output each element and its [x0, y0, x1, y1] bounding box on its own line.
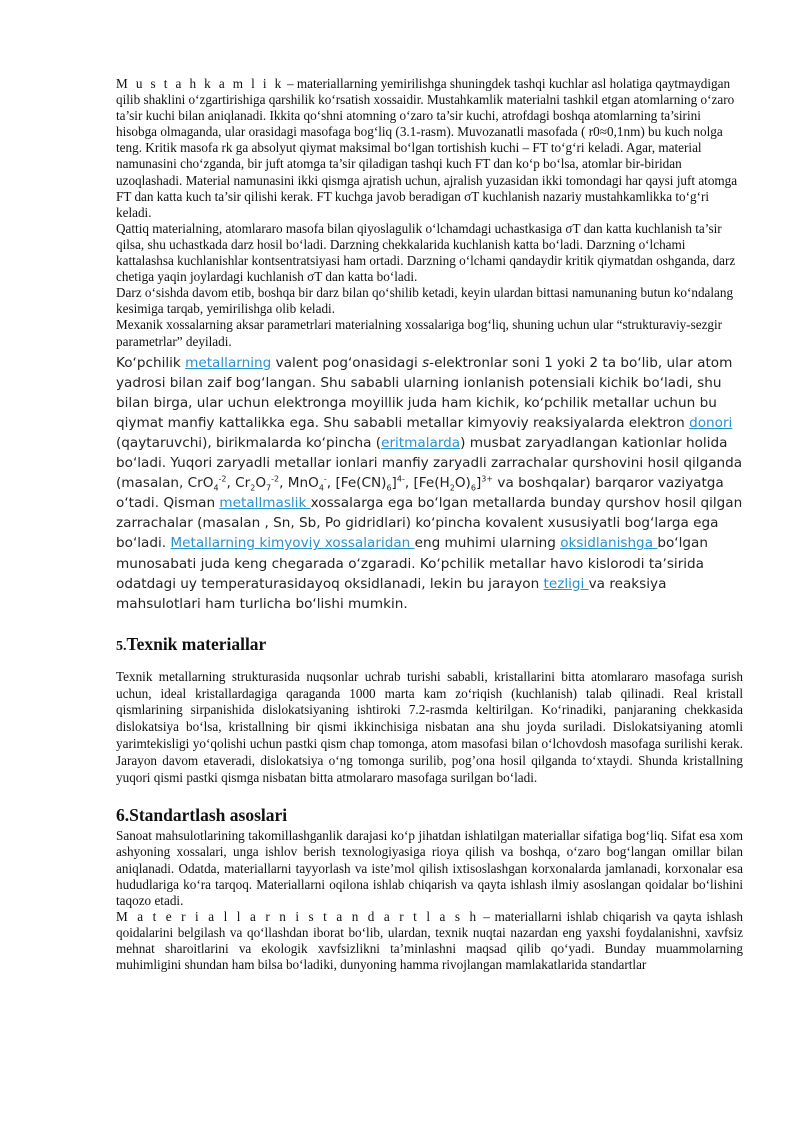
term-standartlash: M a t e r i a l l a r n i s t a n d a r t l a s h [116, 908, 479, 924]
section-6-paragraph-1: Sanoat mahsulotlarining takomillashganlik darajasi ko‘p jihatdan ishlatilgan materiallar sifatiga bog‘liq. Sifat esa xom ashyoning xossalari, unga ishlov berish texnologiyasiga rioya qilish va boshqa, o‘zaro bog‘langan omillar bilan aniqlanadi. Odatda, materiallarni tayyorlash va iste’mol qilish ixtisoslashgan korxonalarda jamlanadi, korxonalar esa hududlariga ko‘ra tarqoq. Materiallarni oqilona ishlab chiqarish va qayta ishlash ilmiy asoslangan qoidalar bo‘lishini taqozo etadi. [116, 828, 743, 908]
link-metallmaslik[interactable]: metallmaslik [219, 495, 311, 512]
section-6-paragraph-2: M a t e r i a l l a r n i s t a n d a r t l a s h – materiallarni ishlab chiqarish va qayta ishlash qoidalarini belgilash va qo‘llashdan iborat bo‘lib, ulardan, texnik nuqtai nazardan eng yaxshi foydalanishni, xavfsiz mehnat sharoitlarini va ekologik xavfsizlikni ta’minlashni maqsad qilib qo‘yadi. Bunday muammolarning muhimligini shundan ham bilsa bo‘ladiki, dunyoning hamma rivojlangan mamlakatlarida standartlar [116, 908, 743, 973]
metals-chemistry-block [116, 353, 743, 614]
mustahkamlik-block [116, 76, 743, 350]
term-mustahkamlik: M u s t a h k a m l i k [116, 76, 284, 91]
link-kimyoviy-xossalar[interactable]: Metallarning kimyoviy xossalaridan [170, 535, 415, 552]
section-6-body [116, 828, 743, 973]
section-5-body [116, 669, 743, 787]
link-donori[interactable]: donori [689, 414, 733, 431]
metals-paragraph: Koʻpchilik metallarning valent pogʻonasidagi s-elektronlar soni 1 yoki 2 ta boʻlib, ular atom yadrosi bilan zaif bogʻlangan. Shu sababli ularning ionlanish potensiali kichik boʻladi, shu bilan birga, ular uchun elektronga moyillik juda ham kichik, koʻpchilik metallar uchun bu qiymat manfiy kattalikka ega. Shu sababli metallar kimyoviy reaksiyalarda elektron donori (qaytaruvchi), birikmalarda koʻpincha (eritmalarda) musbat zaryadlangan kationlar holida boʻladi. Yuqori zaryadli metallar ionlari manfiy zaryadli zarrachalar qurshovini hosil qilganda (masalan, CrO$_4^{-2}$, $Cr_2O_7^{-2}$, MnO$_4$-, $[Fe(CN)_6]^{4-}$, $[Fe(H_2O)_6]^{3+}$ va boshqalar) barqaror vaziyatga oʻtadi. Qisman metallmaslik xossalarga ega boʻlgan metallarda bunday qurshov hosil qilgan zarrachalar (masalan , Sn, Sb, Po gidridlari) koʻpincha kovalent xususiyatli bogʻlarga ega boʻladi. Metallarning kimyoviy xossalaridan eng muhimi ularning oksidlanishga boʻlgan munosabati juda keng chegarada oʻzgaradi. Koʻpchilik metallar havo kislorodi taʼsirida odatdagi uy temperaturasidayoq oksidlanadi, lekin bu jarayon tezligi va reaksiya mahsulotlari ham turlicha boʻlishi mumkin. [116, 354, 743, 612]
document-page [116, 76, 743, 973]
darz-paragraph: Qattiq materialning, atomlararo masofa bilan qiyoslagulik o‘lchamdagi uchastkasiga σT dan katta kuchlanish ta’sir qilsa, shu uchastkada darz hosil bo‘ladi. Darzning chekkalarida kuchlanish katta bo‘ladi. Darzning o‘lchami kattalashsa kuchlanishlar kontsentratsiyasi ham ortadi. Darzning o‘lchami qandaydir kritik qiymatdan oshganda, darz chetiga yaqin joylardagi kuchlanish σT dan katta bo‘ladi. [116, 220, 736, 285]
link-eritmalarda[interactable]: eritmalarda [381, 434, 461, 451]
section-5-paragraph: Texnik metallarning strukturasida nuqsonlar uchrab turishi sababli, kristallarini bitta atomlararo masofaga surish uchun, ideal kristallardagiga qaraganda 1000 marta kam zo‘riqish (kuchlanish) talab qilinadi. Real kristall qismlarining sirpanishida dislokatsiyaning ishtiroki 7.2-rasmda keltirilgan. Ko‘rinadiki, panjaraning chekkasida dislokatsiya bo‘lsa, kristallning bir qismi ikkinchisiga nisbatan ana shu joyda suriladi. Dislokatsiyaning atomli yarimtekisligi yo‘qolishi uchun pastki qism chap tomonga, atom masofasi bilan o‘lchovdosh masofaga surilishi kerak. Jarayon davom etaveradi, dislokatsiya o‘ng tomonga surilib, pog’ona hosil qilganda to‘xtaydi. Shunda kristallning yuqori qismi pastki qismga nisbatan bitta atmolararo masofaga surilgan bo‘ladi. [116, 668, 743, 785]
mechanical-properties-paragraph: Mexanik xossalarning aksar parametrlari materialning xossalariga bog‘liq, shuning uchun ular “strukturaviy-sezgir parametrlar” deyiladi. [116, 317, 723, 349]
darz-growth-paragraph: Darz o‘sishda davom etib, boshqa bir darz bilan qo‘shilib ketadi, keyin ulardan bittasi namunaning butun ko‘ndalang kesimiga tarqab, yemirilishga olib keladi. [116, 285, 734, 317]
mustahkamlik-text: – materiallarning yemirilishga shuningdek tashqi kuchlar asl holatiga qaytmaydigan qilib shaklini o‘zgartirishiga qarshilik ko‘rsatish xossaidir. Mustahkamlik materialni tashkil etgan atomlarning o‘zaro ta’sir kuchi bilan aniqlanadi. Ikkita qo‘shni atomning o‘zaro ta’sir kuchi, atrofdagi boshqa atomlarning ta’sirini hisobga olmaganda, ular orasidagi masofaga bog‘liq (3.1-rasm). Muvozanatli masofada ( r0≈0,1nm) bu kuch nolga teng. Kritik masofa rk ga absolyut qiymat maksimal bo‘lgan tortishish kuchi – FT to‘g‘ri keladi. Agar, material namunasini cho‘zganda, bir juft atomga ta’sir qiladigan tashqi kuch FT dan ko‘p bo‘lsa, atomlar bir-biridan uzoqlashadi. Material namunasini ikki qismga ajratish uchun, ajralish yuzasidan ikki tomondagi har qaysi juft atomga FT dan katta kuch ta’sir qilishi kerak. FT kuchga javob beradigan σT kuchlanish nazariy mustahkamlikka to‘g‘ri keladi. [116, 76, 738, 220]
link-tezligi[interactable]: tezligi [543, 575, 589, 592]
section-6-heading: 6.Standartlash asoslari [116, 805, 288, 826]
mustahkamlik-paragraph [116, 76, 743, 221]
link-metallarning[interactable]: metallarning [185, 354, 272, 371]
section-5-heading: 5.Texnik materiallar [116, 633, 267, 654]
link-oksidlanishga[interactable]: oksidlanishga [560, 535, 658, 552]
